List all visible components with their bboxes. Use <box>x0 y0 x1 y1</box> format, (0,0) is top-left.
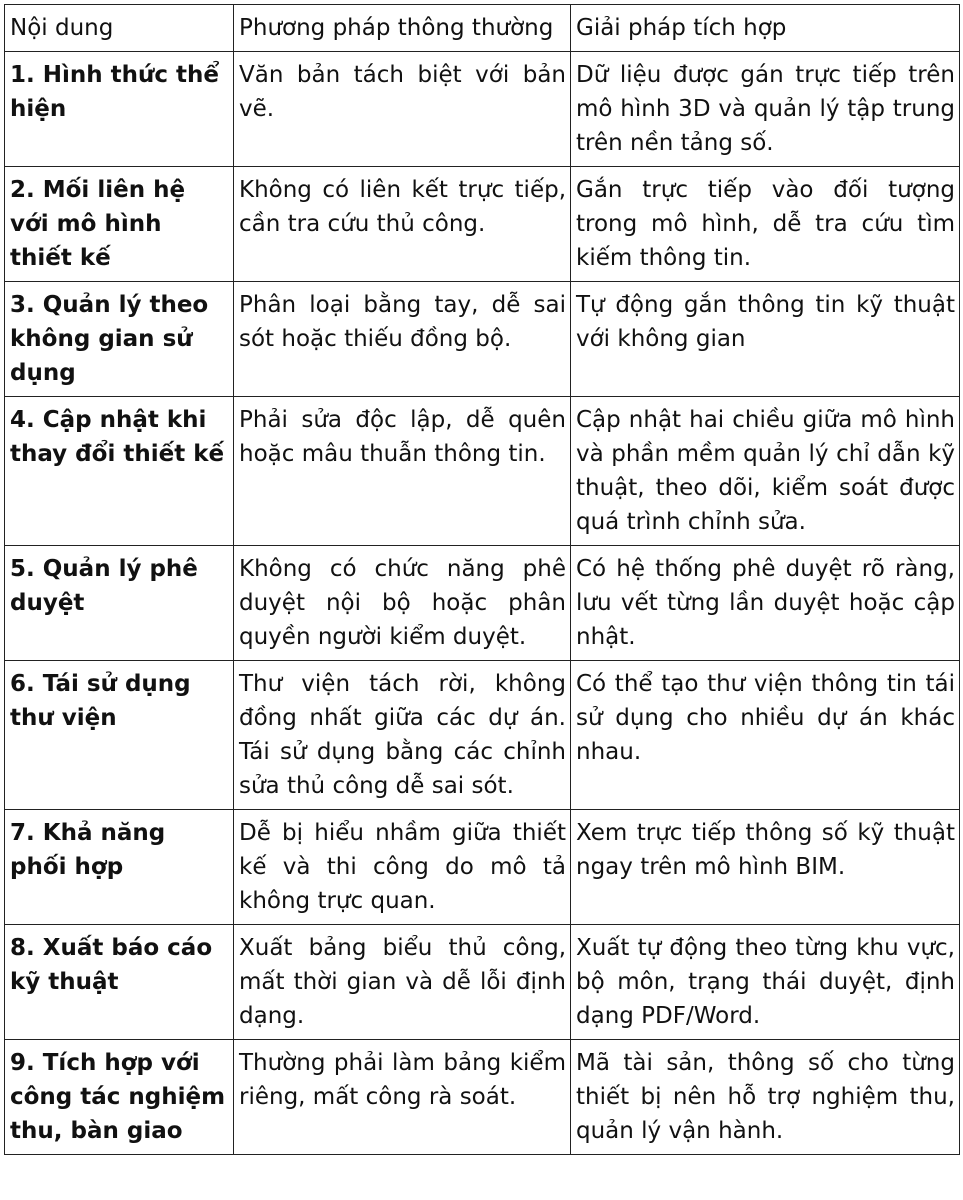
row-integrated: Xuất tự động theo từng khu vực, bộ môn, trạng thái duyệt, định dạng PDF/Word. <box>571 925 960 1040</box>
row-integrated: Có thể tạo thư viện thông tin tái sử dụng cho nhiều dự án khác nhau. <box>571 661 960 810</box>
row-label: 5. Quản lý phê duyệt <box>5 546 234 661</box>
row-traditional: Thường phải làm bảng kiểm riêng, mất công rà soát. <box>234 1040 571 1155</box>
row-traditional: Phải sửa độc lập, dễ quên hoặc mâu thuẫn thông tin. <box>234 397 571 546</box>
row-integrated: Tự động gắn thông tin kỹ thuật với không gian <box>571 282 960 397</box>
row-traditional: Thư viện tách rời, không đồng nhất giữa các dự án. Tái sử dụng bằng các chỉnh sửa thủ công dễ sai sót. <box>234 661 571 810</box>
table-row <box>5 1040 960 1155</box>
row-traditional: Xuất bảng biểu thủ công, mất thời gian và dễ lỗi định dạng. <box>234 925 571 1040</box>
row-label: 8. Xuất báo cáo kỹ thuật <box>5 925 234 1040</box>
row-label: 2. Mối liên hệ với mô hình thiết kế <box>5 167 234 282</box>
table-row <box>5 167 960 282</box>
row-integrated: Dữ liệu được gán trực tiếp trên mô hình 3D và quản lý tập trung trên nền tảng số. <box>571 52 960 167</box>
row-traditional: Dễ bị hiểu nhầm giữa thiết kế và thi công do mô tả không trực quan. <box>234 810 571 925</box>
comparison-table-container <box>4 4 959 1155</box>
row-traditional: Không có chức năng phê duyệt nội bộ hoặc phân quyền người kiểm duyệt. <box>234 546 571 661</box>
row-label: 6. Tái sử dụng thư viện <box>5 661 234 810</box>
table-row <box>5 546 960 661</box>
table-row <box>5 925 960 1040</box>
row-label: 7. Khả năng phối hợp <box>5 810 234 925</box>
header-integrated-solution: Giải pháp tích hợp <box>571 5 960 52</box>
row-integrated: Mã tài sản, thông số cho từng thiết bị nên hỗ trợ nghiệm thu, quản lý vận hành. <box>571 1040 960 1155</box>
row-integrated: Có hệ thống phê duyệt rõ ràng, lưu vết từng lần duyệt hoặc cập nhật. <box>571 546 960 661</box>
row-label: 9. Tích hợp với công tác nghiệm thu, bàn giao <box>5 1040 234 1155</box>
row-traditional: Văn bản tách biệt với bản vẽ. <box>234 52 571 167</box>
row-integrated: Cập nhật hai chiều giữa mô hình và phần mềm quản lý chỉ dẫn kỹ thuật, theo dõi, kiểm soát được quá trình chỉnh sửa. <box>571 397 960 546</box>
table-row <box>5 810 960 925</box>
row-label: 4. Cập nhật khi thay đổi thiết kế <box>5 397 234 546</box>
table-row <box>5 282 960 397</box>
table-row <box>5 52 960 167</box>
comparison-table <box>4 4 960 1155</box>
table-row <box>5 397 960 546</box>
header-traditional-method: Phương pháp thông thường <box>234 5 571 52</box>
table-row <box>5 661 960 810</box>
row-traditional: Không có liên kết trực tiếp, cần tra cứu thủ công. <box>234 167 571 282</box>
row-label: 3. Quản lý theo không gian sử dụng <box>5 282 234 397</box>
row-integrated: Xem trực tiếp thông số kỹ thuật ngay trên mô hình BIM. <box>571 810 960 925</box>
table-header-row <box>5 5 960 52</box>
row-label: 1. Hình thức thể hiện <box>5 52 234 167</box>
header-content: Nội dung <box>5 5 234 52</box>
row-traditional: Phân loại bằng tay, dễ sai sót hoặc thiếu đồng bộ. <box>234 282 571 397</box>
row-integrated: Gắn trực tiếp vào đối tượng trong mô hình, dễ tra cứu tìm kiếm thông tin. <box>571 167 960 282</box>
